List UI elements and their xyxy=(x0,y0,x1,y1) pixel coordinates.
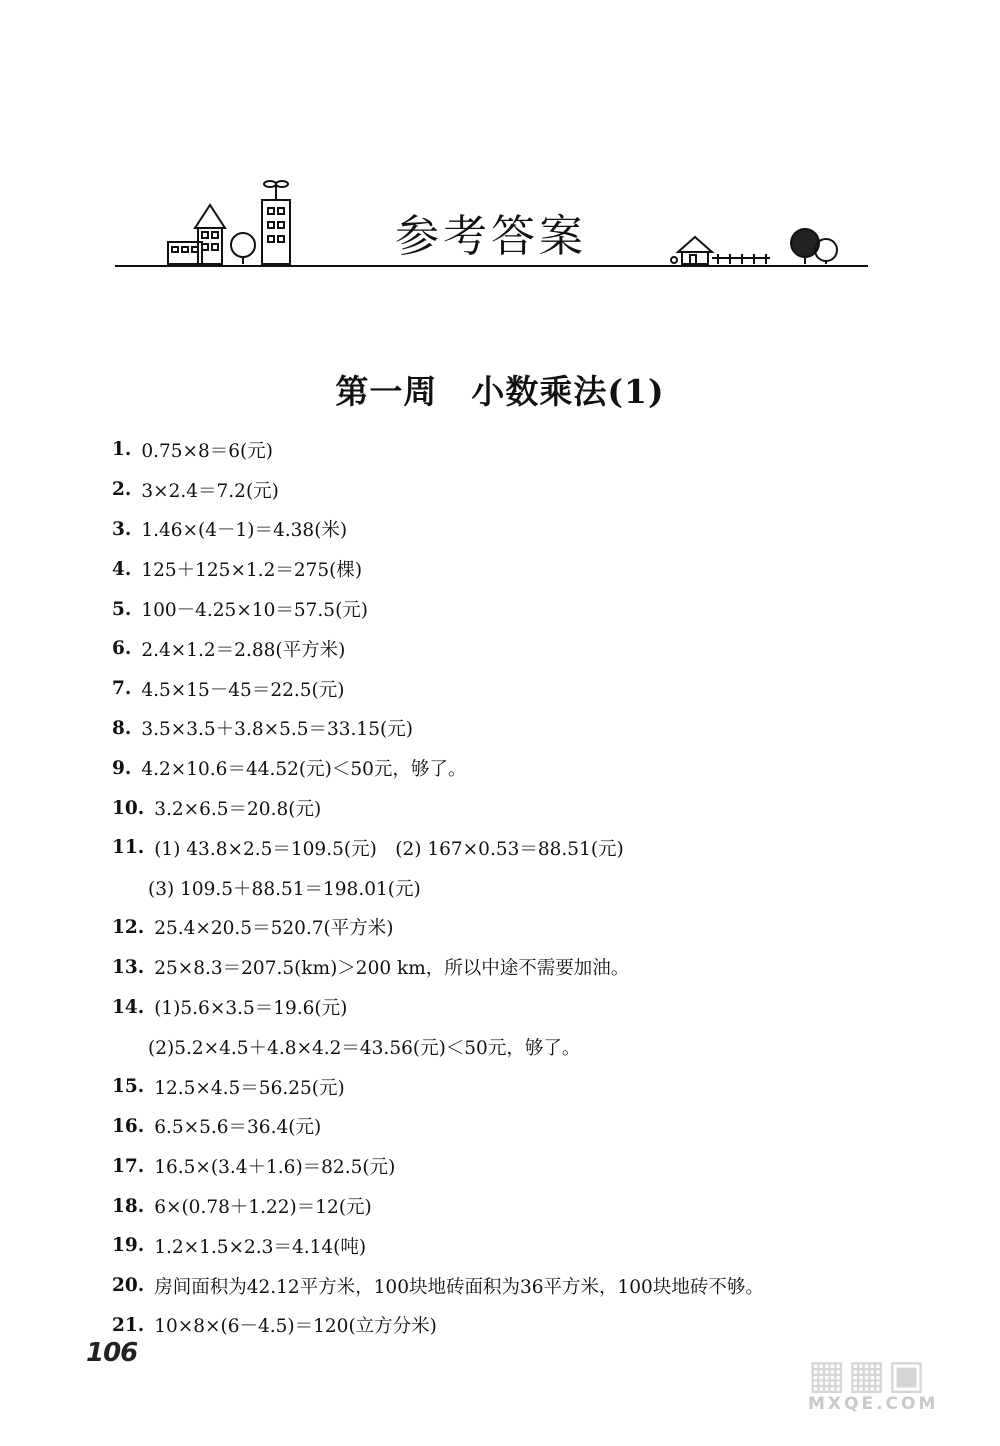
answer-number: 2. xyxy=(112,479,132,501)
answer-text: 1.46×(4－1)＝4.38(米) xyxy=(141,520,348,542)
answer-item xyxy=(112,1186,912,1226)
answer-text: 4.5×15－45＝22.5(元) xyxy=(141,679,345,701)
watermark-logo-icon: ▦▦▣ xyxy=(808,1352,928,1398)
answer-item xyxy=(112,1107,912,1147)
answer-text: 25.4×20.5＝520.7(平方米) xyxy=(154,918,394,940)
watermark-url: MXQE.COM xyxy=(808,1394,939,1414)
answer-item xyxy=(112,1306,912,1346)
answer-text: (3) 109.5＋88.51＝198.01(元) xyxy=(148,878,421,900)
answer-number: 20. xyxy=(112,1275,145,1297)
answer-item xyxy=(112,1146,912,1186)
answer-number: 21. xyxy=(112,1314,145,1336)
section-title: 第一周 小数乘法(1) xyxy=(335,372,665,411)
answer-number: 15. xyxy=(112,1076,145,1098)
answer-text: 16.5×(3.4＋1.6)＝82.5(元) xyxy=(154,1157,396,1179)
answer-number: 17. xyxy=(112,1155,145,1177)
page-number: 106 xyxy=(86,1338,138,1368)
answer-item xyxy=(112,1067,912,1107)
answer-text: (1)5.6×3.5＝19.6(元) xyxy=(154,998,348,1020)
answer-text: (1) 43.8×2.5＝109.5(元) (2) 167×0.53＝88.51(元) xyxy=(154,838,624,860)
answer-text: 25×8.3＝207.5(km)＞200 km，所以中途不需要加油。 xyxy=(154,958,630,980)
house-fence-illustration-icon xyxy=(671,229,837,264)
answer-number: 7. xyxy=(112,678,132,700)
answer-text: 2.4×1.2＝2.88(平方米) xyxy=(141,639,346,661)
answer-number: 8. xyxy=(112,717,132,739)
answer-number: 10. xyxy=(112,797,145,819)
answer-number: 18. xyxy=(112,1195,145,1217)
answer-text: 4.2×10.6＝44.52(元)＜50元，够了。 xyxy=(141,759,467,781)
header-banner xyxy=(0,0,1000,300)
answer-number: 1. xyxy=(112,439,132,461)
answer-item xyxy=(112,549,912,589)
answer-text: 12.5×4.5＝56.25(元) xyxy=(154,1077,345,1099)
answer-text: 房间面积为42.12平方米，100块地砖面积为36平方米，100块地砖不够。 xyxy=(154,1276,764,1298)
answer-item xyxy=(112,788,912,828)
answer-text: 10×8×(6－4.5)＝120(立方分米) xyxy=(154,1316,437,1338)
answer-item xyxy=(112,709,912,749)
answer-item xyxy=(112,1266,912,1306)
answer-number: 13. xyxy=(112,956,145,978)
answer-number: 5. xyxy=(112,598,132,620)
answer-item xyxy=(112,470,912,510)
answer-item xyxy=(112,748,912,788)
watermark xyxy=(808,1352,988,1432)
answer-item xyxy=(112,510,912,550)
answer-item xyxy=(112,947,912,987)
answer-item xyxy=(112,589,912,629)
answer-number: 11. xyxy=(112,837,145,859)
answer-text: 100－4.25×10＝57.5(元) xyxy=(141,600,368,622)
answer-item xyxy=(112,1226,912,1266)
answer-text: 1.2×1.5×2.3＝4.14(吨) xyxy=(154,1236,367,1258)
answer-text: 3×2.4＝7.2(元) xyxy=(141,480,279,502)
answer-number: 14. xyxy=(112,996,145,1018)
answer-number: 12. xyxy=(112,916,145,938)
answer-text: 3.5×3.5＋3.8×5.5＝33.15(元) xyxy=(141,719,413,741)
answer-number: 19. xyxy=(112,1235,145,1257)
answer-text: 0.75×8＝6(元) xyxy=(141,440,273,462)
answer-item xyxy=(112,430,912,470)
answer-number: 16. xyxy=(112,1115,145,1137)
answer-text: 6.5×5.6＝36.4(元) xyxy=(154,1117,322,1139)
answer-list xyxy=(112,430,912,1345)
answer-text: 125＋125×1.2＝275(棵) xyxy=(141,560,363,582)
answer-number: 4. xyxy=(112,558,132,580)
answer-text: 3.2×6.5＝20.8(元) xyxy=(154,799,322,821)
answer-item xyxy=(112,669,912,709)
answer-text: (2)5.2×4.5＋4.8×4.2＝43.56(元)＜50元，够了。 xyxy=(148,1037,581,1059)
answer-item xyxy=(112,828,912,868)
answer-text: 6×(0.78＋1.22)＝12(元) xyxy=(154,1197,372,1219)
answer-item xyxy=(112,868,912,908)
answer-number: 9. xyxy=(112,757,132,779)
answer-item xyxy=(112,987,912,1027)
answer-item xyxy=(112,629,912,669)
banner-title: 参考答案 xyxy=(395,211,587,262)
answer-number: 6. xyxy=(112,638,132,660)
buildings-illustration-icon xyxy=(168,181,290,264)
answer-item xyxy=(112,1027,912,1067)
answer-number: 3. xyxy=(112,518,132,540)
answer-item xyxy=(112,908,912,948)
